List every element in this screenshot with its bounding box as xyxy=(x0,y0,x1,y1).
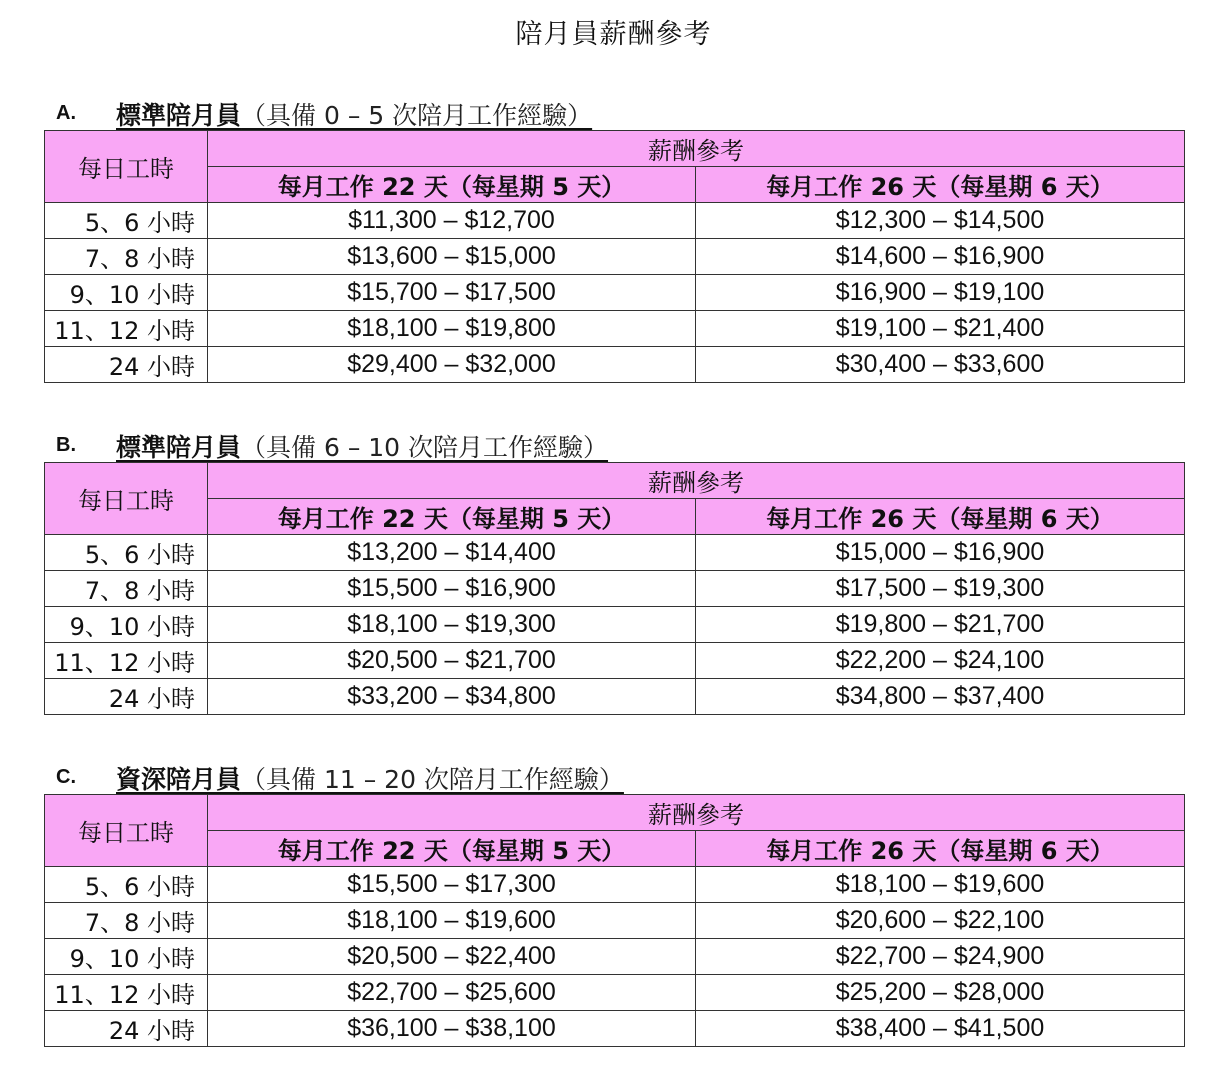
salary-26-cell: $30,400 – $33,600 xyxy=(696,347,1185,383)
hours-cell: 7、8 小時 xyxy=(45,903,208,939)
header-22-days: 每月工作 22 天（每星期 5 天） xyxy=(208,167,696,203)
table-row xyxy=(45,975,1185,1011)
header-salary-reference: 薪酬參考 xyxy=(208,795,1185,831)
section-name: 標準陪月員 xyxy=(116,433,242,462)
section-b xyxy=(44,428,1184,715)
salary-22-cell: $29,400 – $32,000 xyxy=(208,347,696,383)
header-26-days: 每月工作 26 天（每星期 6 天） xyxy=(696,831,1185,867)
section-letter: A. xyxy=(56,102,76,124)
salary-22-cell: $18,100 – $19,800 xyxy=(208,311,696,347)
table-row xyxy=(45,903,1185,939)
salary-22-cell: $15,500 – $16,900 xyxy=(208,571,696,607)
salary-26-cell: $22,700 – $24,900 xyxy=(696,939,1185,975)
hours-cell: 9、10 小時 xyxy=(45,607,208,643)
hours-cell: 11、12 小時 xyxy=(45,643,208,679)
table-subheader-row xyxy=(45,499,1185,535)
table-row xyxy=(45,275,1185,311)
hours-cell: 7、8 小時 xyxy=(45,571,208,607)
salary-26-cell: $19,100 – $21,400 xyxy=(696,311,1185,347)
section-a xyxy=(44,96,1184,383)
header-salary-reference: 薪酬參考 xyxy=(208,463,1185,499)
salary-26-cell: $22,200 – $24,100 xyxy=(696,643,1185,679)
section-letter: C. xyxy=(56,766,76,788)
table-row xyxy=(45,203,1185,239)
salary-26-cell: $12,300 – $14,500 xyxy=(696,203,1185,239)
salary-26-cell: $16,900 – $19,100 xyxy=(696,275,1185,311)
table-header-row xyxy=(45,131,1185,167)
table-row xyxy=(45,643,1185,679)
table-row xyxy=(45,679,1185,715)
hours-cell: 24 小時 xyxy=(45,1011,208,1047)
hours-cell: 9、10 小時 xyxy=(45,275,208,311)
salary-26-cell: $20,600 – $22,100 xyxy=(696,903,1185,939)
section-note: （具備 6 – 10 次陪月工作經驗） xyxy=(241,433,609,462)
section-title xyxy=(116,96,592,132)
section-heading xyxy=(44,96,1184,130)
table-header-row xyxy=(45,795,1185,831)
hours-cell: 5、6 小時 xyxy=(45,867,208,903)
hours-cell: 5、6 小時 xyxy=(45,535,208,571)
section-name: 資深陪月員 xyxy=(116,765,242,794)
salary-22-cell: $36,100 – $38,100 xyxy=(208,1011,696,1047)
salary-22-cell: $18,100 – $19,300 xyxy=(208,607,696,643)
salary-22-cell: $20,500 – $21,700 xyxy=(208,643,696,679)
hours-cell: 24 小時 xyxy=(45,347,208,383)
table-row xyxy=(45,571,1185,607)
hours-cell: 7、8 小時 xyxy=(45,239,208,275)
table-subheader-row xyxy=(45,167,1185,203)
table-row xyxy=(45,867,1185,903)
table-row xyxy=(45,239,1185,275)
salary-26-cell: $19,800 – $21,700 xyxy=(696,607,1185,643)
header-26-days: 每月工作 26 天（每星期 6 天） xyxy=(696,499,1185,535)
salary-26-cell: $17,500 – $19,300 xyxy=(696,571,1185,607)
table-subheader-row xyxy=(45,831,1185,867)
hours-cell: 11、12 小時 xyxy=(45,975,208,1011)
header-daily-hours: 每日工時 xyxy=(45,131,208,203)
salary-26-cell: $25,200 – $28,000 xyxy=(696,975,1185,1011)
document-title: 陪月員薪酬參考 xyxy=(515,19,712,50)
salary-22-cell: $11,300 – $12,700 xyxy=(208,203,696,239)
hours-cell: 9、10 小時 xyxy=(45,939,208,975)
header-daily-hours: 每日工時 xyxy=(45,795,208,867)
table-row xyxy=(45,347,1185,383)
table-row xyxy=(45,311,1185,347)
section-c xyxy=(44,760,1184,1047)
header-26-days: 每月工作 26 天（每星期 6 天） xyxy=(696,167,1185,203)
header-salary-reference: 薪酬參考 xyxy=(208,131,1185,167)
section-heading xyxy=(44,428,1184,462)
salary-table xyxy=(44,130,1185,383)
header-daily-hours: 每日工時 xyxy=(45,463,208,535)
salary-26-cell: $18,100 – $19,600 xyxy=(696,867,1185,903)
salary-22-cell: $13,200 – $14,400 xyxy=(208,535,696,571)
table-row xyxy=(45,535,1185,571)
hours-cell: 11、12 小時 xyxy=(45,311,208,347)
header-22-days: 每月工作 22 天（每星期 5 天） xyxy=(208,499,696,535)
section-note: （具備 0 – 5 次陪月工作經驗） xyxy=(241,101,593,130)
salary-table xyxy=(44,794,1185,1047)
header-22-days: 每月工作 22 天（每星期 5 天） xyxy=(208,831,696,867)
section-note: （具備 11 – 20 次陪月工作經驗） xyxy=(241,765,624,794)
salary-22-cell: $33,200 – $34,800 xyxy=(208,679,696,715)
table-row xyxy=(45,607,1185,643)
hours-cell: 24 小時 xyxy=(45,679,208,715)
section-title xyxy=(116,428,608,464)
salary-26-cell: $14,600 – $16,900 xyxy=(696,239,1185,275)
section-name: 標準陪月員 xyxy=(116,101,242,130)
salary-26-cell: $38,400 – $41,500 xyxy=(696,1011,1185,1047)
salary-22-cell: $20,500 – $22,400 xyxy=(208,939,696,975)
section-letter: B. xyxy=(56,434,76,456)
salary-22-cell: $15,500 – $17,300 xyxy=(208,867,696,903)
salary-table xyxy=(44,462,1185,715)
salary-26-cell: $34,800 – $37,400 xyxy=(696,679,1185,715)
section-title xyxy=(116,760,624,796)
hours-cell: 5、6 小時 xyxy=(45,203,208,239)
salary-22-cell: $15,700 – $17,500 xyxy=(208,275,696,311)
section-heading xyxy=(44,760,1184,794)
table-row xyxy=(45,1011,1185,1047)
salary-22-cell: $13,600 – $15,000 xyxy=(208,239,696,275)
salary-26-cell: $15,000 – $16,900 xyxy=(696,535,1185,571)
table-header-row xyxy=(45,463,1185,499)
salary-22-cell: $18,100 – $19,600 xyxy=(208,903,696,939)
table-row xyxy=(45,939,1185,975)
salary-22-cell: $22,700 – $25,600 xyxy=(208,975,696,1011)
